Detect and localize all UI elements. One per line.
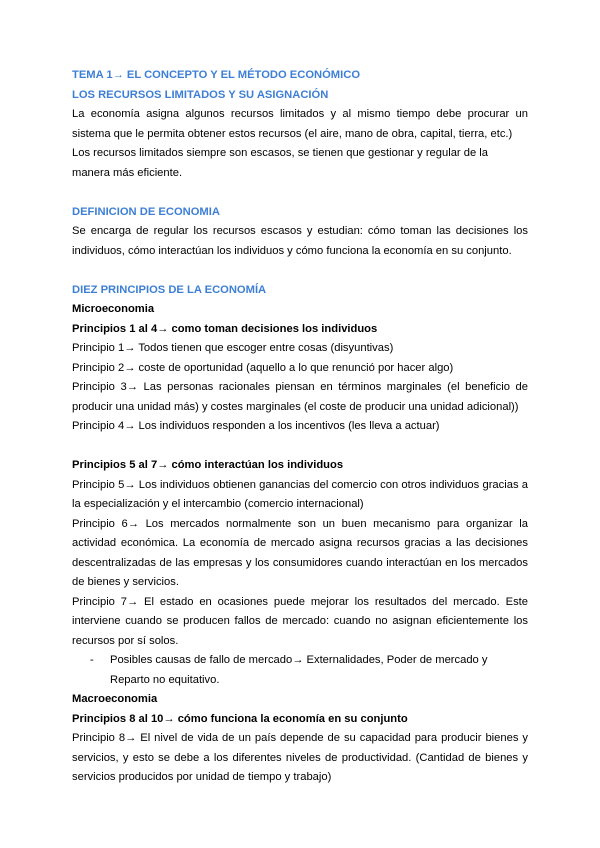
bullet-dash: - xyxy=(90,654,94,666)
principle-4: Principio 4→ Los individuos responden a los incentivos (les lleva a actuar) xyxy=(72,420,440,432)
principle-1: Principio 1→ Todos tienen que escoger entre cosas (disyuntivas) xyxy=(72,342,394,354)
spacer xyxy=(72,183,528,203)
paragraph-recursos-2: Los recursos limitados siempre son escasos, se tienen que gestionar y regular de la manera más eficiente. xyxy=(72,147,489,179)
group-heading-5-7: Principios 5 al 7→ cómo interactúan los individuos xyxy=(72,459,344,471)
paragraph-definicion: Se encarga de regular los recursos escasos y estudian: cómo toman las decisiones los individuos, cómo interactúan los individuos y cómo funciona la economía en su conjunto. xyxy=(72,225,528,257)
principle-8: Principio 8→ El nivel de vida de un país depende de su capacidad para producir bienes y servicios, y esto se debe a los diferentes niveles de productividad. (Cantidad de bienes y servicios producidos por unidad de tiempo y trabajo) xyxy=(72,732,528,783)
principle-5: Principio 5→ Los individuos obtienen ganancias del comercio con otros individuos gracias a la especialización y el intercambio (comercio internacional) xyxy=(72,478,528,510)
paragraph-recursos-1: La economía asigna algunos recursos limitados y al mismo tiempo debe procurar un sistema que le permita obtener estos recursos (el aire, mano de obra, capital, tierra, etc.) xyxy=(72,108,528,140)
group-heading-8-10: Principios 8 al 10→ cómo funciona la economía en su conjunto xyxy=(72,712,408,725)
subheading-macroeconomia: Macroeconomia xyxy=(72,693,158,705)
principle-2: Principio 2→ coste de oportunidad (aquello a lo que renunció por hacer algo) xyxy=(72,361,454,374)
bullet-item-fallos xyxy=(72,651,528,690)
section-title-principios: DIEZ PRINCIPIOS DE LA ECONOMÍA xyxy=(72,283,267,296)
section-title-recursos: LOS RECURSOS LIMITADOS Y SU ASIGNACIÓN xyxy=(72,88,329,101)
spacer xyxy=(72,437,528,457)
topic-title: TEMA 1→ EL CONCEPTO Y EL MÉTODO ECONÓMICO xyxy=(72,69,361,81)
document-page xyxy=(72,66,528,788)
spacer xyxy=(72,261,528,281)
section-title-definicion: DEFINICION DE ECONOMIA xyxy=(72,205,220,218)
principle-6: Principio 6→ Los mercados normalmente son un buen mecanismo para organizar la actividad económica. La economía de mercado asigna recursos gracias a las decisiones descentralizadas de las empresas y los consumidores cuando interactúan en los mercados de bienes y servicios. xyxy=(72,517,528,588)
bullet-text: Posibles causas de fallo de mercado→ Externalidades, Poder de mercado y Reparto no equitativo. xyxy=(110,654,488,686)
group-heading-1-4: Principios 1 al 4→ como toman decisiones los individuos xyxy=(72,322,378,335)
subheading-microeconomia: Microeconomia xyxy=(72,303,155,315)
principle-3: Principio 3→ Las personas racionales piensan en términos marginales (el beneficio de producir una unidad más) y costes marginales (el coste de producir una unidad adicional)) xyxy=(72,381,528,413)
principle-7: Principio 7→ El estado en ocasiones puede mejorar los resultados del mercado. Este interviene cuando se producen fallos de mercado: cuando no asignan eficientemente los recursos por sí solos. xyxy=(72,595,528,647)
